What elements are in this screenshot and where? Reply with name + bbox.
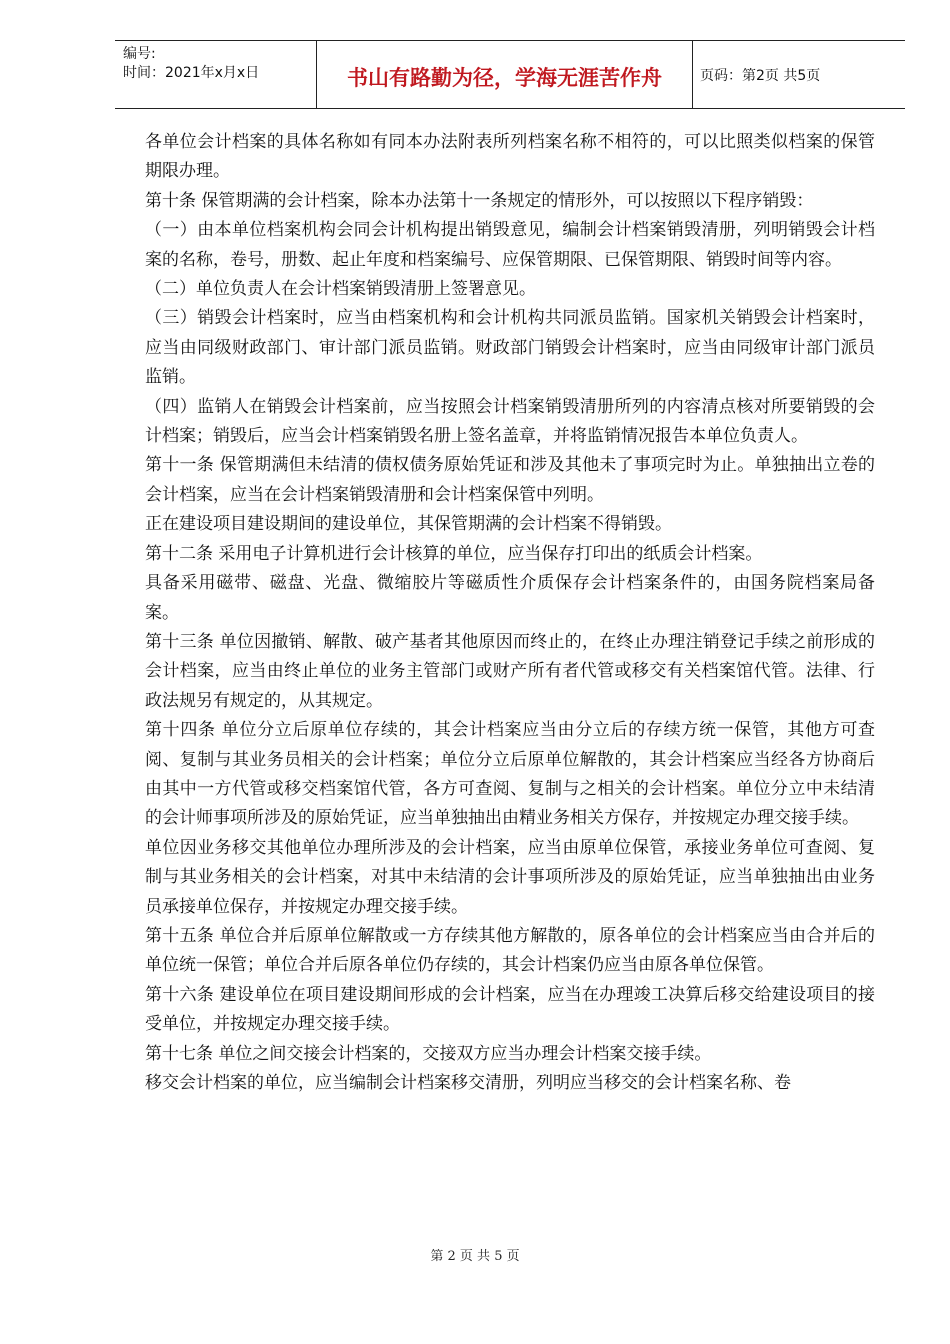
header-page-info: 页码：第2页 共5页 (700, 68, 821, 84)
paragraph: 第十六条 建设单位在项目建设期间形成的会计档案，应当在办理竣工决算后移交给建设项目的接受单位，并按规定办理交接手续。 (145, 984, 875, 1035)
paragraph: （三）销毁会计档案时，应当由档案机构和会计机构共同派员监销。国家机关销毁会计档案时，应当由同级财政部门、审计部门派员监销。财政部门销毁会计档案时，应当由同级审计部门派员监销。 (145, 308, 875, 388)
page-footer: 第 2 页 共 5 页 (430, 1249, 520, 1264)
page-header (115, 40, 905, 109)
document-time-label: 时间：2021年x月x日 (123, 65, 260, 81)
paragraph: 第十五条 单位合并后原单位解散或一方存续其他方解散的，原各单位的会计档案应当由合并后的单位统一保管；单位合并后原各单位仍存续的，其会计档案仍应当由原各单位保管。 (145, 925, 875, 976)
paragraph: 单位因业务移交其他单位办理所涉及的会计档案，应当由原单位保管，承接业务单位可查阅、复制与其业务相关的会计档案，对其中未结清的会计事项所涉及的原始凭证，应当单独抽出由业务员承接单位保存，并按规定办理交接手续。 (145, 837, 875, 917)
paragraph: 各单位会计档案的具体名称如有同本办法附表所列档案名称不相符的，可以比照类似档案的保管期限办理。 (145, 132, 875, 182)
paragraph: 第十七条 单位之间交接会计档案的，交接双方应当办理会计档案交接手续。 (145, 1043, 712, 1064)
header-motto-cell (316, 41, 693, 108)
document-body (145, 128, 875, 1098)
header-meta-cell (115, 41, 316, 108)
paragraph: 具备采用磁带、磁盘、光盘、微缩胶片等磁质性介质保存会计档案条件的，由国务院档案局备案。 (145, 573, 875, 623)
header-motto: 书山有路勤为径，学海无涯苦作舟 (347, 65, 662, 90)
paragraph: 第十条 保管期满的会计档案，除本办法第十一条规定的情形外，可以按照以下程序销毁： (145, 190, 814, 211)
paragraph: （一）由本单位档案机构会同会计机构提出销毁意见，编制会计档案销毁清册，列明销毁会计档案的名称，卷号，册数、起止年度和档案编号、应保管期限、已保管期限、销毁时间等内容。 (145, 220, 875, 270)
paragraph: 移交会计档案的单位，应当编制会计档案移交清册，列明应当移交的会计档案名称、卷 (145, 1073, 791, 1093)
paragraph: 正在建设项目建设期间的建设单位，其保管期满的会计档案不得销毁。 (145, 514, 672, 535)
paragraph: 第十四条 单位分立后原单位存续的，其会计档案应当由分立后的存续方统一保管，其他方可查阅、复制与其业务员相关的会计档案；单位分立后原单位解散的，其会计档案应当经各方协商后由其中一方代管或移交档案馆代管，各方可查阅、复制与之相关的会计档案。单位分立中未结清的会计师事项所涉及的原始凭证，应当单独抽出由精业务相关方保存，并按规定办理交接手续。 (145, 720, 875, 829)
paragraph: 第十二条 采用电子计算机进行会计核算的单位，应当保存打印出的纸质会计档案。 (145, 543, 763, 564)
paragraph: （四）监销人在销毁会计档案前，应当按照会计档案销毁清册所列的内容清点核对所要销毁的会计档案；销毁后，应当会计档案销毁名册上签名盖章，并将监销情况报告本单位负责人。 (145, 396, 875, 447)
document-number-label: 编号: (123, 46, 156, 62)
paragraph: 第十三条 单位因撤销、解散、破产基者其他原因而终止的，在终止办理注销登记手续之前形成的会计档案，应当由终止单位的业务主管部门或财产所有者代管或移交有关档案馆代管。法律、行政法规另有规定的，从其规定。 (145, 631, 875, 711)
header-page-cell (692, 41, 905, 108)
paragraph: （二）单位负责人在会计档案销毁清册上签署意见。 (145, 279, 536, 300)
paragraph: 第十一条 保管期满但未结清的债权债务原始凭证和涉及其他未了事项完时为止。单独抽出立卷的会计档案，应当在会计档案销毁清册和会计档案保管中列明。 (145, 455, 875, 505)
